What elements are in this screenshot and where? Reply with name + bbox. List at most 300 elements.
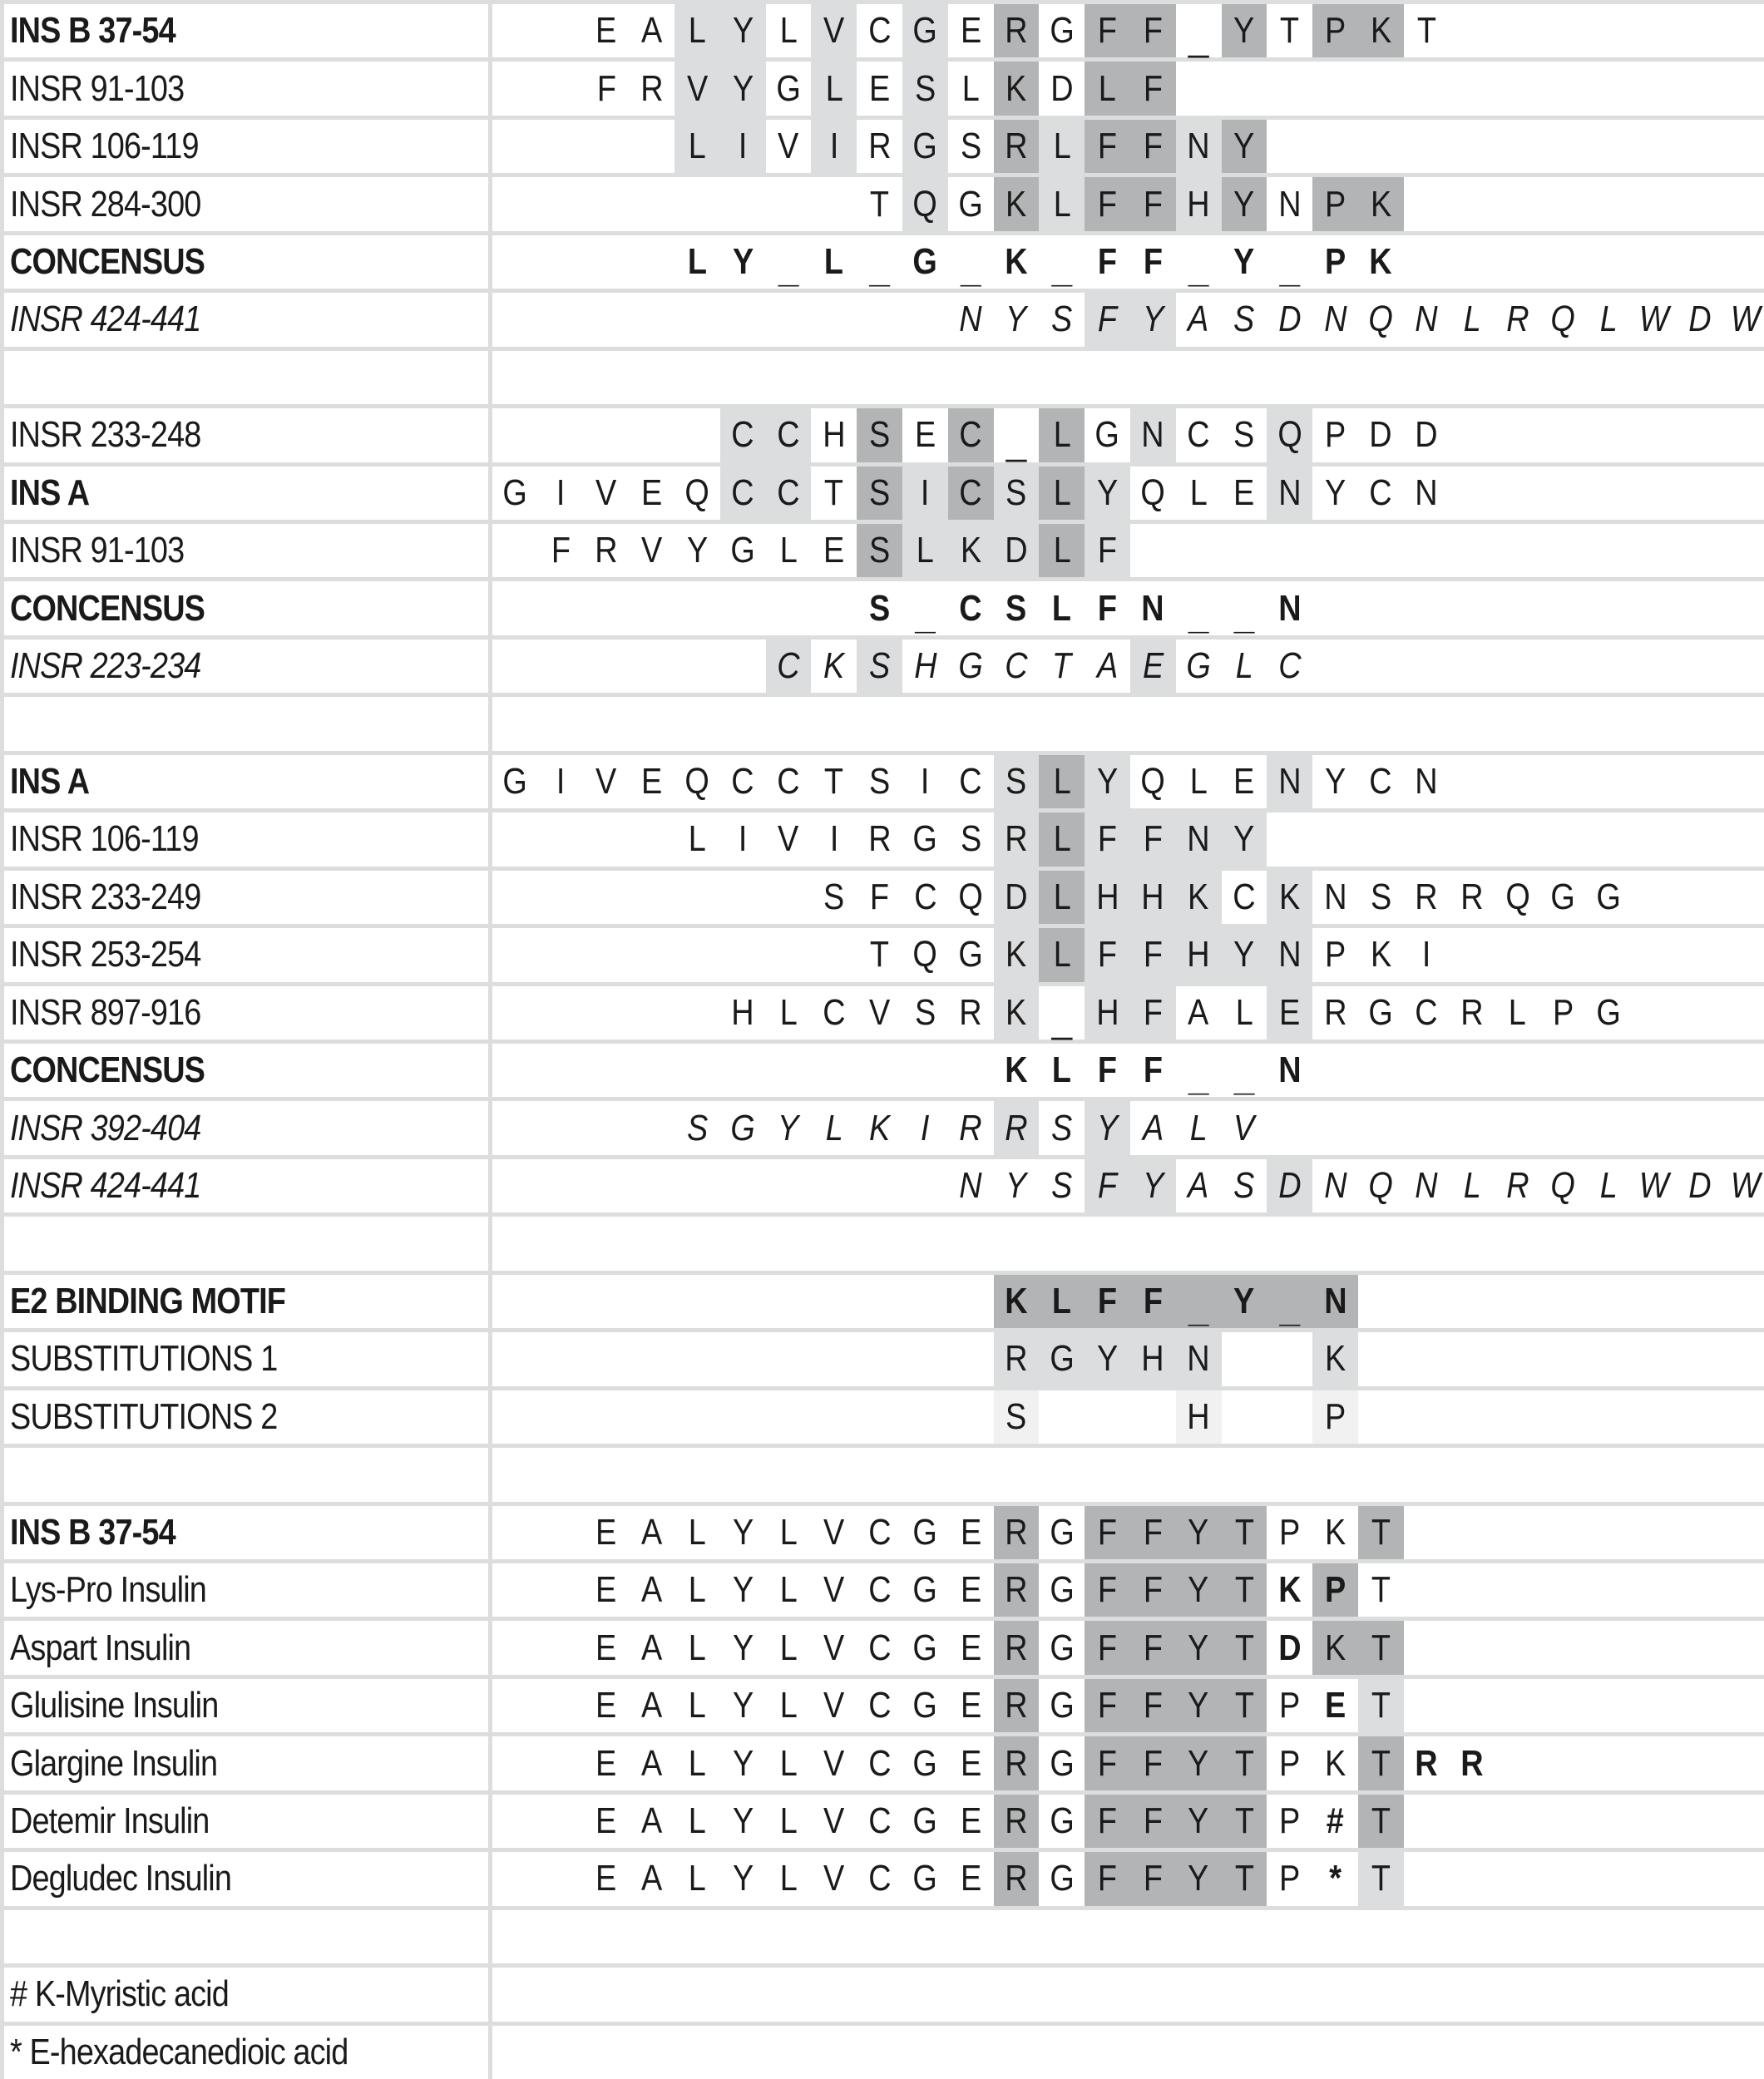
empty-cell	[674, 1448, 720, 1501]
empty-cell	[857, 1332, 902, 1385]
residue-cell	[1677, 1159, 1722, 1212]
residue-letter: R	[595, 530, 618, 571]
residue-letter: Y	[732, 1742, 754, 1784]
residue-cell	[674, 1506, 720, 1559]
residue-cell	[811, 235, 857, 289]
empty-cell	[1632, 928, 1678, 981]
residue-letter: V	[823, 1742, 845, 1784]
residue-letter: T	[1052, 645, 1072, 687]
residue-cell	[1176, 986, 1222, 1040]
residue-cell	[629, 1563, 674, 1617]
empty-cell	[584, 120, 630, 173]
empty-cell	[1404, 2026, 1450, 2079]
empty-cell	[1449, 1101, 1495, 1154]
residue-cell	[994, 581, 1040, 635]
residue-letter: L	[688, 126, 707, 167]
residue-letter: Q	[1368, 299, 1394, 340]
residue-letter: L	[779, 1627, 798, 1668]
residue-cell	[674, 467, 720, 520]
empty-cell	[492, 4, 538, 57]
empty-cell	[492, 235, 538, 289]
residue-cell	[584, 1852, 630, 1905]
empty-cell	[1586, 1679, 1632, 1732]
residue-letter: K	[1370, 183, 1391, 225]
empty-cell	[1312, 62, 1358, 115]
empty-cell	[674, 408, 720, 462]
residue-cell	[766, 1506, 812, 1559]
row-label-text: INSR 106-119	[10, 126, 199, 167]
empty-cell	[948, 697, 994, 750]
residue-cell	[720, 1621, 766, 1674]
empty-cell	[674, 697, 720, 750]
residue-letter: S	[1006, 472, 1027, 513]
empty-cell	[1677, 1795, 1722, 1848]
residue-letter: V	[823, 1858, 845, 1899]
residue-cell	[994, 640, 1040, 693]
residue-letter: Y	[1324, 472, 1346, 513]
empty-cell	[1085, 351, 1130, 404]
residue-letter: H	[1141, 1338, 1165, 1380]
residue-cell	[1222, 408, 1267, 462]
residue-cell	[1267, 871, 1312, 924]
residue-letter: K	[1188, 876, 1209, 917]
residue-cell	[720, 1679, 766, 1732]
residue-letter: T	[1234, 1627, 1254, 1668]
residue-letter: _	[1233, 1058, 1255, 1099]
empty-cell	[1495, 697, 1540, 750]
residue-cell	[1222, 1736, 1267, 1790]
empty-cell	[584, 1448, 630, 1501]
empty-cell	[1540, 1332, 1586, 1385]
residue-letter: Y	[1096, 1107, 1119, 1148]
row-label	[4, 524, 488, 577]
row-label	[4, 1795, 488, 1848]
residue-letter: C	[868, 1627, 892, 1668]
empty-cell	[1722, 1275, 1764, 1328]
row-label-text: Detemir Insulin	[10, 1800, 210, 1841]
residue-letter: L	[824, 240, 844, 282]
empty-cell	[1677, 1217, 1722, 1270]
empty-cell	[1677, 1910, 1722, 1963]
empty-cell	[1722, 697, 1764, 750]
residue-cell	[1130, 1795, 1176, 1848]
empty-cell	[538, 1968, 584, 2021]
residue-letter: F	[1098, 240, 1118, 282]
residue-cell	[1677, 293, 1722, 346]
empty-cell	[1449, 4, 1495, 57]
gap-cell	[1176, 581, 1222, 635]
empty-cell	[902, 351, 948, 404]
residue-cell	[811, 1852, 857, 1905]
empty-cell	[1586, 812, 1632, 866]
empty-cell	[811, 177, 857, 230]
row-label	[4, 1390, 488, 1444]
empty-cell	[1085, 2026, 1130, 2079]
residue-cell	[857, 1736, 902, 1790]
residue-letter: L	[779, 991, 798, 1033]
residue-cell	[1039, 524, 1085, 577]
residue-letter: L	[1053, 126, 1071, 167]
empty-cell	[1449, 177, 1495, 230]
residue-cell	[1312, 1332, 1358, 1385]
residue-letter: L	[1599, 1165, 1618, 1207]
empty-cell	[1722, 1679, 1764, 1732]
residue-letter: G	[958, 645, 983, 687]
empty-cell	[1267, 2026, 1312, 2079]
empty-cell	[994, 1910, 1040, 1963]
empty-cell	[674, 1968, 720, 2021]
empty-row-label	[4, 351, 488, 404]
residue-letter: C	[777, 414, 800, 456]
empty-cell	[1267, 62, 1312, 115]
residue-cell	[766, 1852, 812, 1905]
residue-cell	[1312, 1563, 1358, 1617]
residue-cell	[1130, 1275, 1176, 1328]
residue-letter: E	[960, 1511, 981, 1553]
empty-cell	[538, 697, 584, 750]
residue-letter: C	[868, 1685, 892, 1726]
empty-cell	[674, 871, 720, 924]
residue-letter: G	[730, 530, 756, 571]
empty-cell	[1312, 524, 1358, 577]
residue-cell	[1130, 1852, 1176, 1905]
residue-letter: R	[959, 991, 982, 1033]
empty-cell	[674, 1332, 720, 1385]
empty-cell	[1677, 120, 1722, 173]
empty-cell	[1449, 1275, 1495, 1328]
residue-cell	[1085, 1736, 1130, 1790]
residue-cell	[1267, 408, 1312, 462]
residue-letter: T	[1234, 1511, 1254, 1553]
empty-cell	[1358, 1910, 1404, 1963]
residue-letter: E	[595, 1569, 617, 1611]
residue-cell	[1085, 1563, 1130, 1617]
residue-letter: L	[688, 1800, 707, 1841]
empty-cell	[492, 1679, 538, 1732]
residue-letter: _	[778, 249, 799, 290]
empty-cell	[1722, 467, 1764, 520]
empty-cell	[674, 986, 720, 1040]
residue-letter: R	[1005, 126, 1028, 167]
residue-letter: N	[1141, 587, 1165, 629]
residue-letter: S	[1233, 1165, 1255, 1207]
residue-letter: Y	[732, 10, 754, 52]
empty-cell	[1677, 640, 1722, 693]
residue-letter: H	[1141, 876, 1165, 917]
empty-cell	[1586, 120, 1632, 173]
residue-cell	[1039, 4, 1085, 57]
residue-cell	[766, 1795, 812, 1848]
residue-letter: Q	[1505, 876, 1530, 917]
residue-cell	[1085, 1332, 1130, 1385]
residue-letter: L	[1463, 299, 1481, 340]
residue-letter: Y	[1233, 183, 1255, 225]
residue-cell	[811, 467, 857, 520]
residue-cell	[994, 467, 1040, 520]
empty-cell	[629, 235, 674, 289]
empty-cell	[674, 581, 720, 635]
row-label	[4, 1679, 488, 1732]
residue-cell	[1449, 1736, 1495, 1790]
residue-letter: K	[1006, 934, 1027, 975]
residue-cell	[1404, 1159, 1450, 1212]
empty-cell	[492, 351, 538, 404]
residue-letter: G	[1050, 1338, 1075, 1380]
empty-cell	[1222, 524, 1267, 577]
residue-letter: A	[641, 1858, 663, 1899]
residue-cell	[674, 524, 720, 577]
residue-letter: V	[823, 1685, 845, 1726]
empty-cell	[1404, 581, 1450, 635]
residue-letter: F	[1098, 818, 1118, 860]
empty-cell	[1358, 524, 1404, 577]
empty-cell	[584, 1275, 630, 1328]
residue-letter: F	[1143, 67, 1163, 109]
row-label	[4, 4, 488, 57]
empty-cell	[1495, 1679, 1540, 1732]
empty-cell	[584, 1044, 630, 1097]
empty-cell	[1358, 640, 1404, 693]
empty-cell	[1540, 177, 1586, 230]
residue-cell	[1312, 1852, 1358, 1905]
empty-cell	[629, 1044, 674, 1097]
empty-cell	[1404, 62, 1450, 115]
residue-cell	[584, 1621, 630, 1674]
residue-letter: Y	[1233, 240, 1255, 282]
residue-letter: R	[1415, 876, 1438, 917]
empty-cell	[1722, 4, 1764, 57]
residue-letter: G	[912, 1569, 938, 1611]
residue-letter: N	[1278, 760, 1302, 802]
residue-letter: Q	[912, 183, 938, 225]
residue-cell	[629, 1852, 674, 1905]
empty-cell	[1722, 408, 1764, 462]
empty-cell	[902, 1275, 948, 1328]
empty-cell	[1677, 755, 1722, 808]
residue-cell	[1312, 4, 1358, 57]
empty-cell	[1586, 408, 1632, 462]
residue-letter: F	[1143, 991, 1163, 1033]
residue-letter: D	[1415, 414, 1438, 456]
empty-cell	[948, 1044, 994, 1097]
empty-cell	[1312, 120, 1358, 173]
empty-cell	[766, 928, 812, 981]
residue-cell	[1222, 755, 1267, 808]
residue-cell	[1312, 235, 1358, 289]
residue-letter: C	[868, 1742, 892, 1784]
residue-letter: I	[829, 126, 839, 167]
residue-cell	[1222, 177, 1267, 230]
residue-cell	[857, 1101, 902, 1154]
empty-cell	[1722, 1506, 1764, 1559]
residue-letter: L	[1053, 472, 1071, 513]
residue-cell	[1267, 1852, 1312, 1905]
residue-cell	[1130, 1159, 1176, 1212]
residue-cell	[902, 467, 948, 520]
residue-letter: Y	[1096, 760, 1119, 802]
empty-cell	[1586, 1044, 1632, 1097]
residue-letter: G	[912, 1800, 938, 1841]
empty-cell	[857, 1448, 902, 1501]
residue-cell	[857, 812, 902, 866]
empty-cell	[1632, 1506, 1678, 1559]
row-label	[4, 408, 488, 462]
residue-letter: G	[1368, 991, 1394, 1033]
residue-cell	[1222, 4, 1267, 57]
empty-cell	[720, 928, 766, 981]
empty-cell	[1404, 1506, 1450, 1559]
residue-cell	[948, 1852, 994, 1905]
empty-cell	[674, 1044, 720, 1097]
empty-cell	[811, 1390, 857, 1444]
empty-cell	[1039, 697, 1085, 750]
empty-cell	[948, 351, 994, 404]
row-label-text: INSR 284-300	[10, 183, 201, 225]
residue-letter: E	[960, 10, 981, 52]
residue-cell	[1312, 467, 1358, 520]
row-label-text: INSR 91-103	[10, 530, 185, 571]
residue-letter: L	[825, 1107, 843, 1148]
residue-letter: F	[1143, 126, 1163, 167]
residue-cell	[1222, 467, 1267, 520]
residue-letter: N	[1323, 299, 1347, 340]
residue-cell	[720, 467, 766, 520]
residue-cell	[1586, 293, 1632, 346]
empty-cell	[1267, 120, 1312, 173]
residue-letter: _	[1188, 1058, 1209, 1099]
empty-cell	[1404, 1448, 1450, 1501]
empty-cell	[1540, 928, 1586, 981]
empty-cell	[1449, 1217, 1495, 1270]
residue-cell	[1312, 1679, 1358, 1732]
residue-letter: G	[912, 1858, 938, 1899]
residue-letter: L	[688, 818, 707, 860]
residue-letter: T	[1371, 1800, 1391, 1841]
empty-cell	[1677, 986, 1722, 1040]
residue-cell	[1176, 467, 1222, 520]
empty-cell	[720, 1217, 766, 1270]
residue-cell	[1540, 986, 1586, 1040]
residue-letter: N	[1415, 1165, 1438, 1207]
empty-cell	[1449, 1390, 1495, 1444]
residue-cell	[1449, 1159, 1495, 1212]
empty-cell	[1495, 524, 1540, 577]
residue-cell	[994, 1795, 1040, 1848]
empty-cell	[492, 928, 538, 981]
empty-cell	[1495, 1506, 1540, 1559]
residue-letter: F	[1098, 1511, 1118, 1553]
residue-cell	[1404, 1736, 1450, 1790]
residue-letter: N	[1415, 472, 1438, 513]
residue-cell	[629, 4, 674, 57]
residue-letter: Q	[1550, 1165, 1576, 1207]
row-label	[4, 871, 488, 924]
residue-letter: N	[1278, 934, 1302, 975]
empty-cell	[1586, 1390, 1632, 1444]
empty-cell	[1722, 1332, 1764, 1385]
residue-cell	[1085, 640, 1130, 693]
empty-cell	[1540, 2026, 1586, 2079]
residue-cell	[902, 524, 948, 577]
residue-cell	[902, 177, 948, 230]
residue-cell	[1267, 1563, 1312, 1617]
empty-cell	[720, 871, 766, 924]
residue-letter: S	[869, 645, 891, 687]
residue-letter: Q	[958, 876, 983, 917]
empty-cell	[1495, 120, 1540, 173]
residue-letter: N	[1415, 760, 1438, 802]
empty-cell	[1722, 351, 1764, 404]
empty-cell	[857, 293, 902, 346]
empty-row-label	[4, 1910, 488, 1963]
empty-cell	[1449, 1332, 1495, 1385]
empty-cell	[994, 1968, 1040, 2021]
empty-cell	[492, 697, 538, 750]
empty-cell	[1495, 1621, 1540, 1674]
empty-cell	[720, 1448, 766, 1501]
empty-cell	[1404, 1390, 1450, 1444]
residue-cell	[1222, 812, 1267, 866]
residue-letter: L	[779, 1858, 798, 1899]
empty-cell	[629, 408, 674, 462]
row-label	[4, 177, 488, 230]
residue-letter: P	[1324, 10, 1346, 52]
residue-letter: G	[912, 1511, 938, 1553]
residue-cell	[994, 235, 1040, 289]
residue-letter: R	[868, 126, 892, 167]
residue-cell	[674, 1795, 720, 1848]
residue-letter: P	[1279, 1685, 1301, 1726]
residue-letter: E	[1233, 760, 1255, 802]
empty-cell	[1586, 1910, 1632, 1963]
empty-cell	[1586, 928, 1632, 981]
residue-letter: S	[960, 126, 981, 167]
gap-cell	[902, 581, 948, 635]
empty-cell	[629, 1448, 674, 1501]
residue-cell	[994, 293, 1040, 346]
empty-cell	[1722, 1621, 1764, 1674]
residue-letter: V	[595, 472, 617, 513]
residue-cell	[1267, 1679, 1312, 1732]
residue-cell	[994, 62, 1040, 115]
residue-letter: D	[1688, 299, 1712, 340]
empty-cell	[1085, 1910, 1130, 1963]
empty-cell	[492, 1736, 538, 1790]
empty-cell	[1449, 408, 1495, 462]
residue-letter: L	[1189, 760, 1208, 802]
residue-cell	[1495, 871, 1540, 924]
residue-letter: Y	[1233, 934, 1255, 975]
empty-cell	[766, 1159, 812, 1212]
empty-cell	[584, 235, 630, 289]
row-label	[4, 1506, 488, 1559]
residue-cell	[948, 1736, 994, 1790]
empty-cell	[1176, 1217, 1222, 1270]
empty-cell	[948, 1448, 994, 1501]
residue-cell	[811, 1101, 857, 1154]
empty-cell	[1404, 1044, 1450, 1097]
empty-cell	[1449, 351, 1495, 404]
residue-cell	[902, 1506, 948, 1559]
residue-letter: E	[914, 414, 936, 456]
row-label-text: Lys-Pro Insulin	[10, 1569, 206, 1611]
empty-cell	[1632, 1563, 1678, 1617]
empty-cell	[994, 1217, 1040, 1270]
residue-letter: A	[1188, 299, 1209, 340]
residue-letter: H	[731, 991, 754, 1033]
residue-letter: C	[868, 1511, 892, 1553]
empty-cell	[1495, 928, 1540, 981]
